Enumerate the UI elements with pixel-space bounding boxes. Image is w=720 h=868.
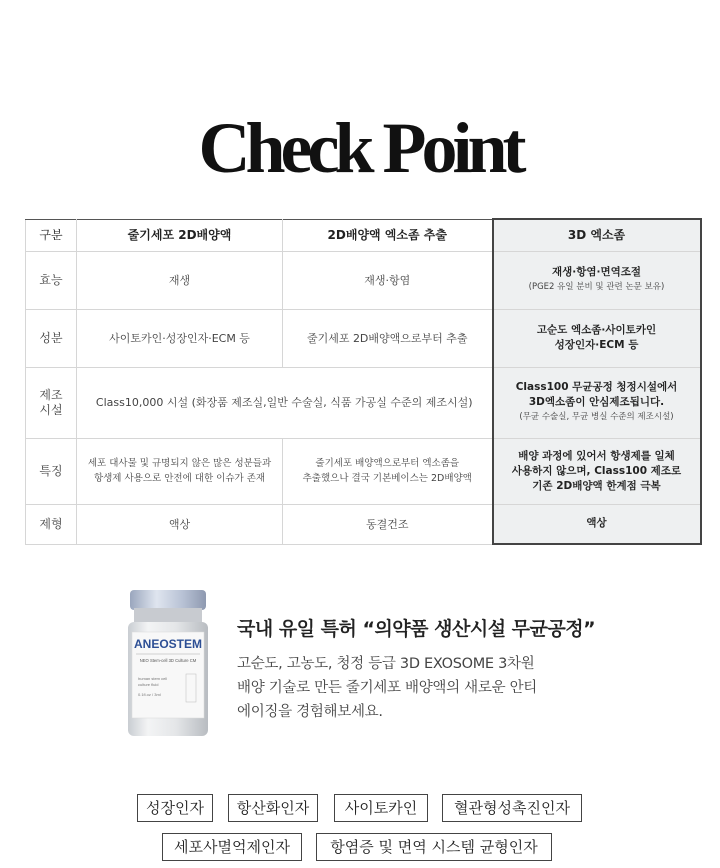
cell-text: 항생제 사용으로 안전에 대한 이슈가 존재 <box>93 473 266 484</box>
table-row <box>26 438 701 504</box>
row-label-efficacy: 효능 <box>26 251 77 309</box>
cell-form-2d: 액상 <box>77 504 283 544</box>
vial-volume-text: 0.1fl.oz / 3ml <box>138 692 161 697</box>
row-label-ingredient: 성분 <box>26 309 77 367</box>
page-title: Check Point <box>198 108 522 188</box>
label-text: 제조 <box>39 387 63 402</box>
promo-line: 배양 기술로 만든 줄기세포 배양액의 새로운 안티 <box>237 680 537 696</box>
tag-cytokine: 사이토카인 <box>334 794 428 822</box>
table-row <box>26 309 701 367</box>
header-category: 구분 <box>26 219 77 251</box>
table-row <box>26 367 701 438</box>
tag-angiogenesis: 혈관형성촉진인자 <box>442 794 582 822</box>
cell-text: 재생·항염·면역조절 <box>551 266 642 278</box>
table-row <box>26 251 701 309</box>
cell-text: 성장인자·ECM 등 <box>554 339 639 351</box>
cell-text: 기존 2D배양액 한계점 극복 <box>532 479 661 492</box>
cell-text: 고순도 엑소좀·사이토카인 <box>536 324 657 336</box>
promo-line: 에이징을 경험해보세요. <box>237 704 383 720</box>
header-2d-culture: 줄기세포 2D배양액 <box>77 219 283 251</box>
vial-label-text: NEO Stem-cell 3D Culture CM <box>139 658 197 663</box>
header-3d-exosome: 3D 엑소좀 <box>493 219 701 251</box>
cell-text: 배양 과정에 있어서 항생제를 일체 <box>518 449 675 462</box>
row-label-form: 제형 <box>26 504 77 544</box>
vial-brand-text: ANEOSTEM <box>133 637 203 651</box>
tag-immune-balance: 항염증 및 면역 시스템 균형인자 <box>316 833 552 861</box>
vial-small-text: culture fluid <box>138 682 159 687</box>
row-label-facility <box>26 367 77 438</box>
cell-text: 추출했으나 결국 기본베이스는 2D배양액 <box>302 473 472 484</box>
cell-feature-2d <box>77 438 283 504</box>
cell-efficacy-2d-exo: 재생·항염 <box>283 251 493 309</box>
cell-efficacy-2d: 재생 <box>77 251 283 309</box>
table-header-row <box>26 219 701 251</box>
cell-text: 세포 대사물 및 규명되지 않은 많은 성분들과 <box>87 458 272 469</box>
product-vial-image <box>124 588 212 740</box>
comparison-table <box>25 218 702 545</box>
cell-facility-3d <box>493 367 701 438</box>
promo-line: 고순도, 고농도, 청정 등급 3D EXOSOME 3차원 <box>237 656 535 672</box>
cell-efficacy-3d <box>493 251 701 309</box>
tag-row <box>0 833 720 861</box>
header-2d-exosome: 2D배양액 엑소좀 추출 <box>283 219 493 251</box>
cell-form-3d: 액상 <box>493 504 701 544</box>
tag-row <box>0 794 720 822</box>
tag-apoptosis-inhibitor: 세포사멸억제인자 <box>162 833 302 861</box>
cell-feature-3d <box>493 438 701 504</box>
cell-text: 3D엑소좀이 안심제조됩니다. <box>528 396 665 408</box>
cell-text: 줄기세포 배양액으로부터 엑소좀을 <box>315 458 460 469</box>
promo-body <box>237 652 677 724</box>
tag-growth-factor: 성장인자 <box>137 794 213 822</box>
cell-note: (PGE2 유일 분비 및 관련 논문 보유) <box>528 282 665 292</box>
tag-antioxidant: 항산화인자 <box>228 794 318 822</box>
cell-text: 사용하지 않으며, Class100 제조로 <box>511 464 682 477</box>
table-row <box>26 504 701 544</box>
promo-heading: 국내 유일 특허 “의약품 생산시설 무균공정” <box>237 618 596 640</box>
vial-small-text: human stem cell <box>138 676 168 681</box>
cell-ingredient-2d: 사이토카인·성장인자·ECM 등 <box>77 309 283 367</box>
cell-text: Class100 무균공정 청정시설에서 <box>515 381 678 393</box>
cell-ingredient-3d <box>493 309 701 367</box>
cell-form-2d-exo: 동결건조 <box>283 504 493 544</box>
label-text: 시설 <box>39 402 63 417</box>
cell-feature-2d-exo <box>283 438 493 504</box>
cell-note: (무균 수술실, 무균 병실 수준의 제조시설) <box>519 412 674 422</box>
cell-ingredient-2d-exo: 줄기세포 2D배양액으로부터 추출 <box>283 309 493 367</box>
row-label-feature: 특징 <box>26 438 77 504</box>
cell-facility-2d: Class10,000 시설 (화장품 제조실,일반 수술실, 식품 가공실 수준의 제조시설) <box>77 367 493 438</box>
